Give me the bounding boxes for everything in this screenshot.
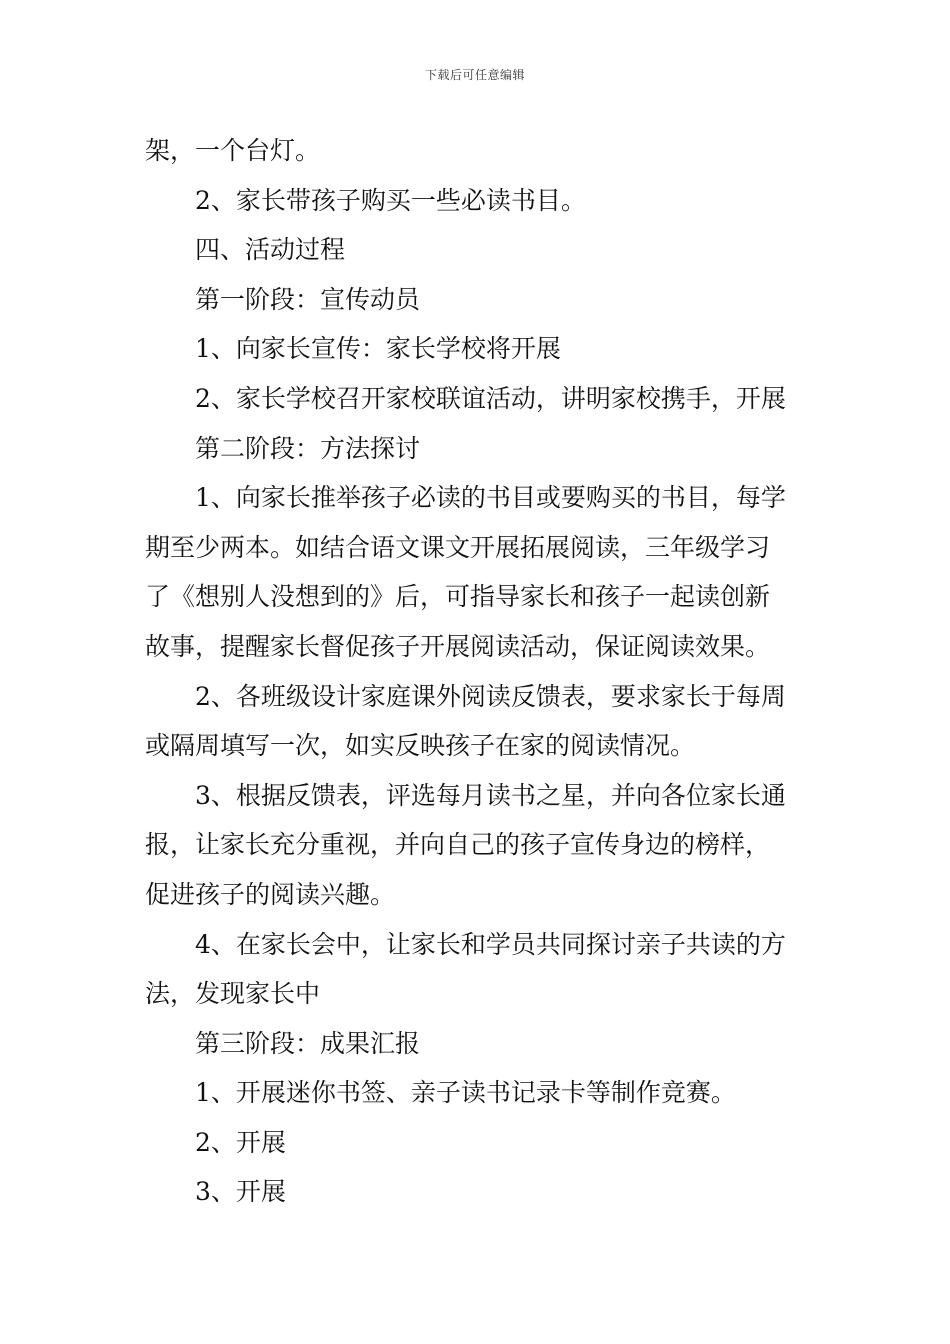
text-line: 2、开展	[195, 1127, 286, 1157]
page-header: 下载后可任意编辑	[424, 68, 525, 82]
text-line: 四、活动过程	[195, 235, 346, 265]
text-line: 了《想别人没想到的》后，可指导家长和孩子一起读创新	[145, 582, 771, 612]
text-line: 2、家长学校召开家校联谊活动，讲明家校携手，开展	[195, 383, 786, 413]
text-line: 故事，提醒家长督促孩子开展阅读活动，保证阅读效果。	[145, 631, 771, 661]
text-line: 期至少两本。如结合语文课文开展拓展阅读，三年级学习	[145, 532, 771, 562]
text-line: 第三阶段：成果汇报	[195, 1028, 421, 1058]
text-line: 促进孩子的阅读兴趣。	[145, 879, 396, 909]
text-line: 法，发现家长中	[145, 979, 321, 1009]
text-line: 报，让家长充分重视，并向自己的孩子宣传身边的榜样，	[145, 830, 771, 860]
text-line: 3、根据反馈表，评选每月读书之星，并向各位家长通	[195, 780, 786, 810]
document-body	[145, 126, 810, 1217]
text-line: 架，一个台灯。	[145, 136, 321, 165]
text-line: 2、各班级设计家庭课外阅读反馈表，要求家长于每周	[195, 681, 786, 711]
text-line: 4、在家长会中，让家长和学员共同探讨亲子共读的方	[195, 929, 786, 959]
text-line: 1、向家长推举孩子必读的书目或要购买的书目，每学	[195, 483, 786, 513]
text-line: 第一阶段：宣传动员	[195, 284, 421, 314]
text-line: 第二阶段：方法探讨	[195, 433, 421, 463]
text-line: 1、向家长宣传：家长学校将开展	[195, 334, 561, 364]
text-line: 1、开展迷你书签、亲子读书记录卡等制作竞赛。	[195, 1078, 736, 1108]
text-line: 或隔周填写一次，如实反映孩子在家的阅读情况。	[145, 731, 696, 761]
text-line: 3、开展	[195, 1177, 286, 1207]
text-line: 2、家长带孩子购买一些必读书目。	[195, 185, 586, 215]
